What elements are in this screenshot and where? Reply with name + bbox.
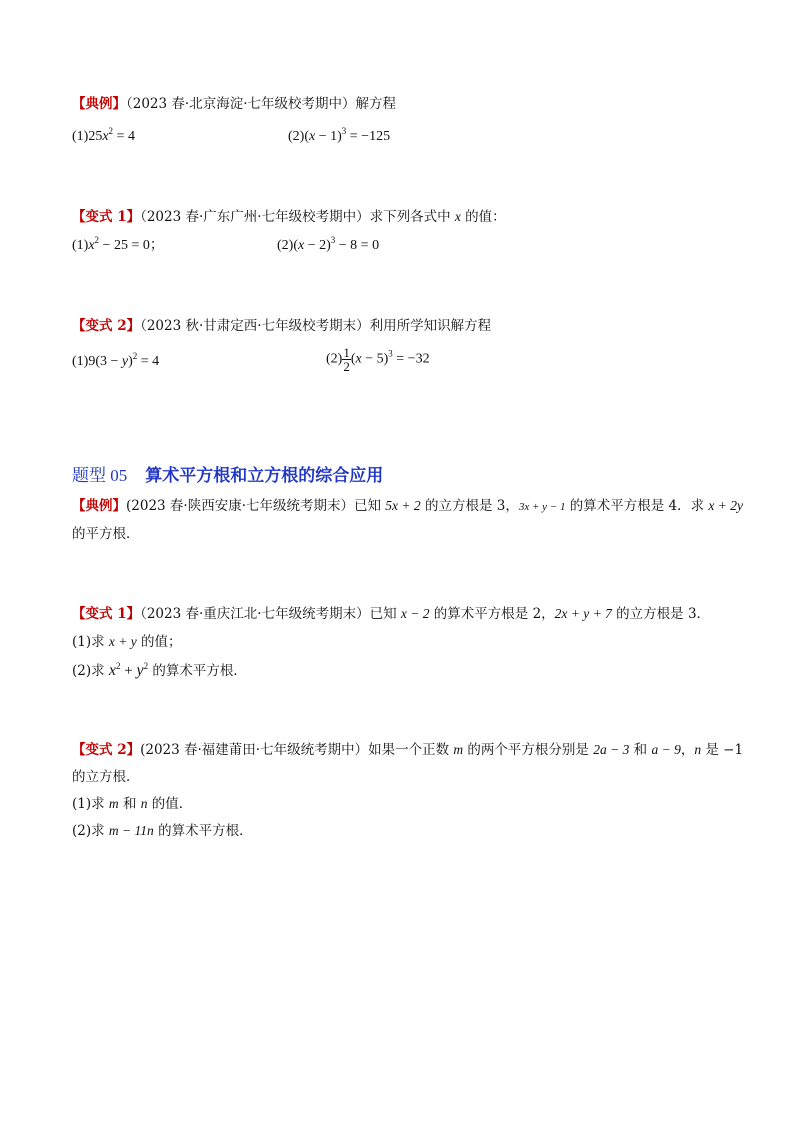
- question-6-part-1: (1)求 m 和 n 的值．: [72, 796, 193, 812]
- fraction-one-half: $\frac{1}{2}$: [343, 345, 350, 374]
- question-1-header: [72, 95, 396, 113]
- question-3-part-2: (2) $\frac{1}{2}$ $(x - 5)^3 = -32$: [326, 345, 430, 374]
- question-2-header: 【变式 1】（2023 春·广东广州·七年级校考期中）求下列各式中 x 的值：: [72, 209, 506, 225]
- question-4-line-1: 【典例】(2023 春·陕西安康·七年级统考期末）已知 5x + 2 的立方根是 3，3x + y − 1 的算术平方根是 4．求 x + 2y: [72, 498, 744, 514]
- question-3-part-1: $(1)9(3 - y)^2 = 4$: [72, 351, 160, 369]
- question-2-part-1: $(1)x^2 - 25 = 0$；: [72, 235, 164, 253]
- section-number: 题型 05: [72, 466, 128, 485]
- question-source: （2023 春·北京海淀·七年级校考期中）解方程: [126, 96, 396, 112]
- question-5-part-1: (1)求 x + y 的值；: [72, 634, 182, 650]
- question-tag: 【变式 1】: [72, 209, 141, 225]
- question-2-part-2: $(2)(x - 2)^3 - 8 = 0$: [277, 235, 380, 253]
- question-3-header: 【变式 2】（2023 秋·甘肃定西·七年级校考期末）利用所学知识解方程: [72, 318, 492, 334]
- question-1-part-1: $(1)25x^2 = 4$: [72, 126, 135, 144]
- question-6-line-1: 【变式 2】(2023 春·福建莆田·七年级统考期中）如果一个正数 m 的两个平方根分别是 2a − 3 和 a − 9，n 是 −1: [72, 742, 744, 758]
- section-title: 算术平方根和立方根的综合应用: [145, 466, 384, 486]
- question-5-line-1: 【变式 1】（2023 春·重庆江北·七年级统考期末）已知 x − 2 的算术平方根是 2，2x + y + 7 的立方根是 3．: [72, 606, 711, 622]
- question-tag: 【变式 2】: [72, 742, 141, 758]
- section-heading: [72, 461, 383, 486]
- question-1-part-2: $(2)(x - 1)^3 = -125$: [288, 126, 391, 144]
- question-tag: 【典例】: [72, 96, 126, 112]
- question-4-line-2: 的平方根．: [72, 526, 140, 542]
- question-tag: 【变式 2】: [72, 318, 141, 334]
- question-tag: 【变式 1】: [72, 606, 141, 622]
- question-6-line-2: 的立方根．: [72, 769, 140, 785]
- question-5-part-2: (2)求 $x^2 + y^2$ 的算术平方根．: [72, 661, 247, 679]
- question-6-part-2: (2)求 m − 11n 的算术平方根．: [72, 823, 253, 839]
- question-tag: 【典例】: [72, 498, 126, 514]
